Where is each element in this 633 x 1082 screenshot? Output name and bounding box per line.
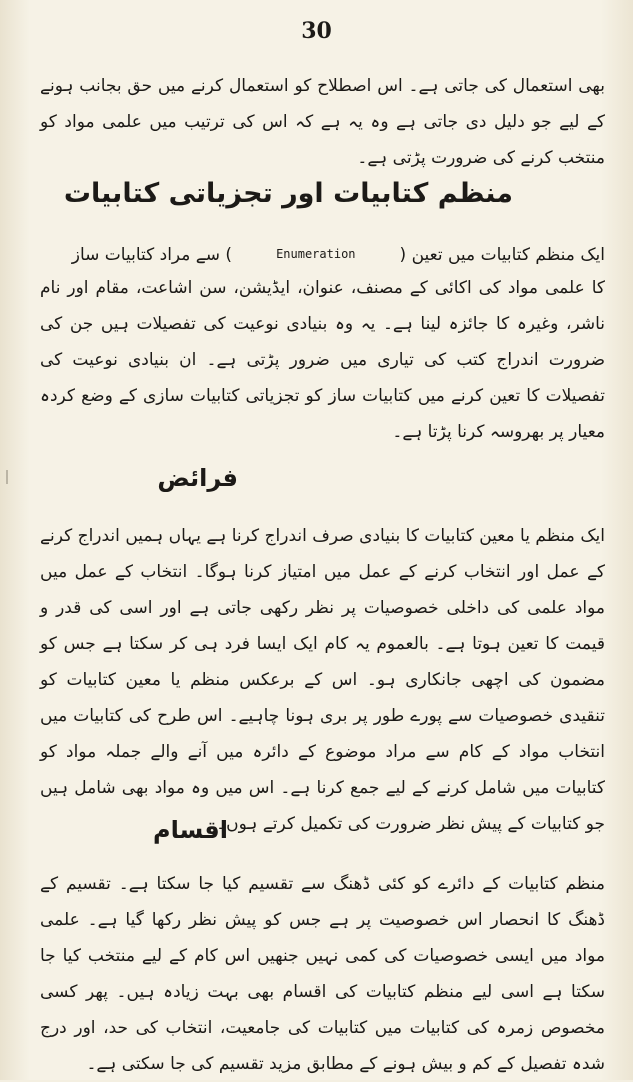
enumeration-line-start: ایک منظم کتابیات میں تعین ( <box>399 245 605 265</box>
enumeration-line <box>40 236 605 272</box>
section-heading-duties: فرائض <box>157 464 238 492</box>
enumeration-term: Enumeration <box>276 247 356 261</box>
intro-paragraph: بھی استعمال کی جاتی ہے۔ اس اصطلاح کو استعمال کرنے میں حق بجانب ہونے کے لیے جو دلیل دی جاتی ہے وہ یہ ہے کہ اس کی ترتیب میں علمی مواد کو منتخب کرنے کی ضرورت پڑتی ہے۔ <box>40 76 605 168</box>
section-heading-types: اقسام <box>153 816 228 844</box>
section-heading-organized-bibliography: منظم کتابیات اور تجزیاتی کتابیات <box>63 178 513 209</box>
page-number: 30 <box>301 18 332 44</box>
section1-paragraph: کا علمی مواد کی اکائی کے مصنف، عنوان، ایڈیشن، سن اشاعت، مقام اور نام ناشر، وغیرہ کا جائزہ لینا ہے۔ یہ وہ بنیادی نوعیت کی تفصیلات ہیں جن کی ضرورت اندراج کتب کی تیاری میں ضرور پڑتی ہے۔ ان بنیادی نوعیت کی تفصیلات کا تعین کرنے میں کتابیات ساز کو تجزیاتی کتابیات سازی کے وضع کردہ معیار پر بھروسہ کرنا پڑتا ہے۔ <box>40 278 605 442</box>
section3-paragraph: منظم کتابیات کے دائرے کو کئی ڈھنگ سے تقسیم کیا جا سکتا ہے۔ تقسیم کے ڈھنگ کا انحصار اس خصوصیت پر ہے جس کو پیش نظر رکھا گیا ہے۔ علمی مواد میں ایسی خصوصیات کی کمی نہیں جنھیں اس کام کے لیے منتخب کیا جا سکتا ہے اسی لیے منظم کتابیات کی اقسام بھی بہت زیادہ ہیں۔ پھر کسی مخصوص زمرہ کی کتابیات میں کتابیات کی جامعیت، انتخاب کی حد، اور درج شدہ تفصیل کے کم و بیش ہونے کے مطابق مزید تقسیم کی جا سکتی ہے۔ <box>40 874 605 1074</box>
section2-paragraph: ایک منظم یا معین کتابیات کا بنیادی صرف اندراج کرنا ہے یہاں ہمیں اندراج کرنے کے عمل اور انتخاب کرنے کے عمل میں امتیاز کرنا ہوگا۔ انتخاب کے عمل میں مواد علمی کی داخلی خصوصیات پر نظر رکھی جاتی ہے اور اسی کی قدر و قیمت کا تعین ہوتا ہے۔ بالعموم یہ کام ایک ایسا فرد ہی کر سکتا ہے جس کو مضمون کی اچھی جانکاری ہو۔ اس کے برعکس منظم یا معین کتابیات کو تنقیدی خصوصیات سے پورے طور پر بری ہونا چاہیے۔ اس طرح کی کتابیات میں انتخاب مواد کے کام سے مراد موضوع کے دائرہ میں آنے والے جملہ مواد کو کتابیات میں شامل کرنے کے لیے جمع کرنا ہے۔ اس میں وہ مواد بھی شامل ہیں جو کتابیات کے پیش نظر ضرورت کی تکمیل کرتے ہوں۔ <box>40 526 605 834</box>
enumeration-line-end: ) سے مراد کتابیات ساز <box>71 245 233 265</box>
margin-mark <box>6 470 13 484</box>
